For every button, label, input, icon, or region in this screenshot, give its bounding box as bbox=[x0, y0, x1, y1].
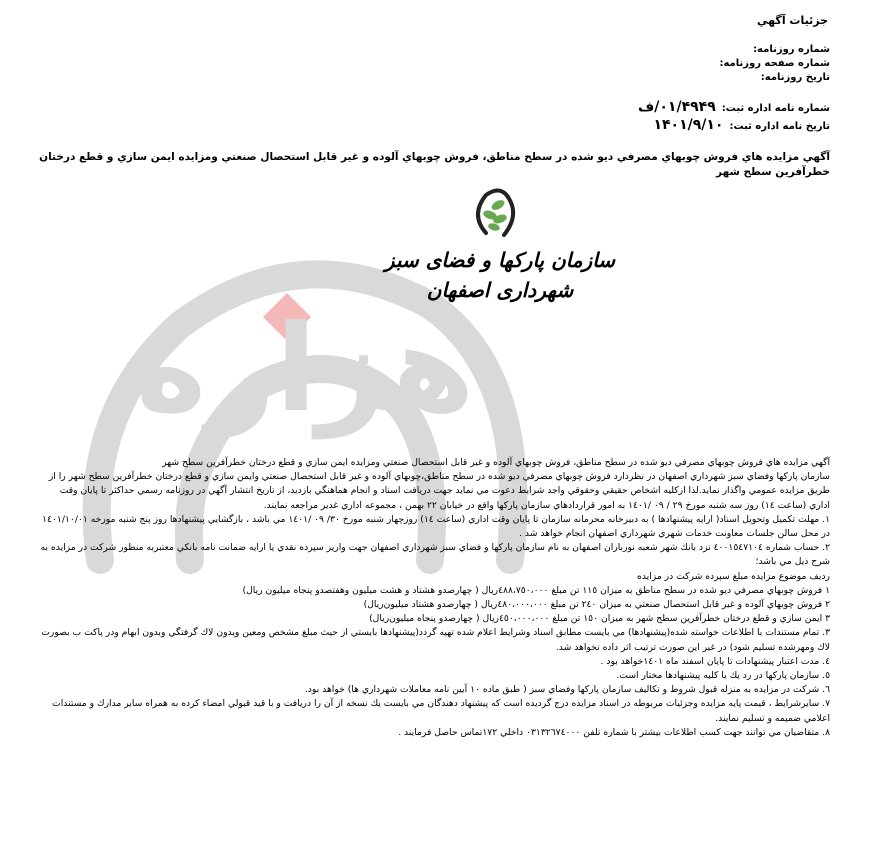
body-paragraph: آگهي مزايده هاي فروش چوبهاي مصرفي ديو شده در سطح مناطق، فروش چوبهاي آلوده و غير قابل استحصال صنعتي ومزايده ايمن سازي و قطع درختان خطرآفرين سطح شهر bbox=[162, 457, 830, 468]
registration-letter-date-label: تاريخ نامه اداره ثبت: bbox=[729, 121, 830, 132]
body-paragraph: ٢. حساب شماره ٤٠٠١٥٤٧١٠٤ نزد بانك شهر شعبه نورباران اصفهان به نام سازمان پاركها و فضاي سبز شهرداري اصفهان جهت واريز سپرده نقدي يا ارايه ضمانت نامه بانكي معتبربه منظور شركت در مزايده به شرح ذيل مي باشد؛ bbox=[40, 542, 830, 568]
newspaper-date-label: تاريخ روزنامه: bbox=[760, 72, 830, 83]
body-paragraph: ٥. سازمان پاركها در رد يك يا كليه پيشنهادها مختار است. bbox=[616, 670, 830, 682]
registration-letter-number-value: ۰۱/۴۹۴۹/ف bbox=[637, 99, 716, 115]
logo-line-1: سازمان پارکها و فضای سبز bbox=[384, 248, 616, 272]
page-title: جزئيات آگهي bbox=[757, 14, 828, 27]
body-paragraph: ١ فروش چوبهاي مصرفي ديو شده در سطح مناطق به ميزان ١١٥ تن مبلغ ٤٨٨،٧٥٠،٠٠٠ريال ( چهارصدو هشتاد و هشت ميليون وهفتصدو پنجاه ميليون ريال) bbox=[242, 584, 830, 596]
body-paragraph: ٨. متقاضيان مي توانند جهت كسب اطلاعات بيشتر با شماره تلفن ٠٣١٣٢٦٧٤٠٠٠ داخلي ١٧٢تماس حاصل فرمايند . bbox=[398, 726, 830, 738]
logo-emblem-icon bbox=[478, 190, 513, 235]
body-paragraph: ٧. سايرشرايط ، قيمت پايه مزايده وجزئيات مربوطه در اسناد مزايده درج گرديده است كه پيشنهاد دهندگان مي بايست يك نسخه از آن را دريافت و با قيد قبولي امضاء كرده به همراه ساير مدارك و مستندات اعلامي ضميمه و تسليم نمايند. bbox=[52, 698, 830, 724]
logo-line-2: شهرداری اصفهان bbox=[426, 278, 574, 302]
body-paragraph: ٣. تمام مستندات با اطلاعات خواسته شده(پيشنهادها) مي بايست مطابق اسناد وشرايط اعلام شده تهيه گردد(پيشنهادها بايستي از حيث مبلغ مشخص ومعين وبدون لاك گرفتگي وبدون ابهام ودر پاكت ب بصورت لاك ومهرشده تسليم شود) در غير اين صورت ترتيب اثر داده نخواهد شد. bbox=[41, 627, 830, 653]
newspaper-page-label: شماره صفحه روزنامه: bbox=[719, 58, 830, 69]
body-paragraph: ٣ ايمن سازي و قطع درختان خطرآفرين سطح شهر به ميزان ١٥٠ تن مبلغ ٤٥٠،٠٠٠،٠٠٠ريال ( چهارصدو پنجاه ميليون‌ريال) bbox=[369, 613, 830, 625]
registration-letter-date bbox=[653, 117, 830, 133]
body-paragraph: سازمان پاركها وفضاي سبز شهرداري اصفهان در نظردارد فروش چوبهاي مصرفي ديو شده در سطح مناطق،چوبهاي آلوده و غير قابل استحصال صنعتي وايمن سازي و قطع درختان خطرآفرين سطح شهر را از طريق مزايده عمومي واگذار نمايد.لذا ازكليه اشخاص حقيقي وحقوقي واجد شرايط دعوت مي نمايد جهت دريافت اسناد و انجام هماهنگي بازديد، از تاريخ انتشار آگهي در روزنامه رسمي حداكثر تا پايان وقت اداري (ساعت ١٤) روز سه شنبه مورخ ٢٩ / ٠٩ /١٤٠١ به امور قراردادهاي سازمان پاركها واقع در خيابان ٢٢ بهمن ، مجموعه اداري غدير مراجعه نمايند. bbox=[48, 471, 830, 511]
registration-letter-number bbox=[638, 99, 830, 115]
body-paragraph: ١. مهلت تكميل وتحويل اسناد( ارايه پيشنهادها ) به دبيرخانه محرمانه سازمان تا پايان وقت اداري (ساعت ١٤) روزچهار شنبه مورخ ٣٠/ ٠٩ /١٤٠١ مي باشد ، بازگشايي پيشنهادها روز پنج شنبه مورخه ١٤٠١/١٠/٠١ در محل سالن جلسات معاونت خدمات شهري شهرداري اصفهان انجام خواهد شد . bbox=[42, 513, 830, 540]
body-paragraph: ٤. مدت اعتبار پيشنهادات تا پايان اسفند ماه ١٤٠١خواهد بود . bbox=[600, 655, 830, 667]
watermark-text: هزاره bbox=[135, 300, 475, 439]
registration-letter-number-label: شماره نامه اداره ثبت: bbox=[721, 103, 830, 114]
registration-letter-date-value: ۱۴۰۱/۹/۱۰ bbox=[653, 117, 724, 133]
organization-logo bbox=[384, 185, 616, 315]
body-paragraph: ٦. شركت در مزايده به منزله قبول شروط و تكاليف سازمان پاركها وفضاي سبز ( طبق ماده ١٠ آيين نامه معاملات شهرداري ها) خواهد بود. bbox=[304, 684, 830, 696]
ad-body bbox=[40, 456, 830, 740]
newspaper-number-label: شماره روزنامه: bbox=[753, 44, 830, 55]
body-paragraph: ٢ فروش چوبهاي آلوده و غير قابل استحصال صنعتي به ميزان ٢٤٠ تن مبلغ ٤٨٠،٠٠٠،٠٠٠ريال ( چهارصدو هشتاد ميليون‌ريال) bbox=[363, 599, 830, 611]
ad-headline: آگهي مزايده هاي فروش چوبهاي مصرفي ديو شده در سطح مناطق، فروش چوبهاي آلوده و غير قابل استحصال صنعتي ومزايده ايمن سازي و قطع درختان خطرآفرين سطح شهر bbox=[39, 151, 830, 178]
body-paragraph: رديف موضوع مزايده مبلغ سپرده شركت در مزايده bbox=[637, 570, 830, 582]
